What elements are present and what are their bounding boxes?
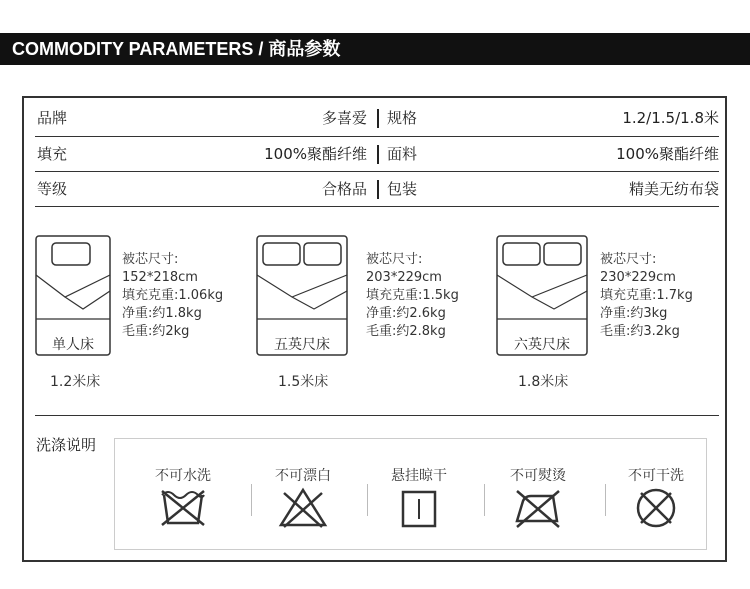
wash-item [369, 439, 469, 551]
spec-line: 填充克重:1.06kg [122, 288, 224, 303]
wash-section-title: 洗涤说明 [36, 436, 97, 454]
bed-size-name: 六英尺床 [514, 337, 570, 353]
wash-label: 不可干洗 [628, 468, 684, 484]
spec-line: 毛重:约2kg [122, 324, 190, 339]
bed-caption: 1.8米床 [518, 374, 569, 390]
param-label: 包装 [387, 180, 418, 198]
parameters-frame [22, 96, 727, 562]
bed-spec [122, 251, 223, 341]
bed-spec [366, 251, 459, 341]
wash-label: 不可熨烫 [510, 468, 566, 484]
spec-line: 被芯尺寸: [366, 252, 423, 267]
param-value: 100%聚酯纤维 [264, 145, 367, 163]
param-row [35, 136, 719, 171]
wash-label: 不可水洗 [155, 468, 211, 484]
spec-line: 净重:约2.6kg [366, 306, 446, 321]
spec-line: 毛重:约3.2kg [600, 324, 680, 339]
param-row [35, 171, 719, 207]
wash-item [606, 439, 706, 551]
spec-line: 230*229cm [600, 270, 676, 285]
row-separator [377, 145, 379, 164]
bed-spec [600, 251, 693, 341]
row-separator [377, 109, 379, 128]
wash-label: 悬挂晾干 [391, 468, 447, 484]
no-wash-icon [158, 487, 208, 529]
spec-line: 填充克重:1.5kg [366, 288, 459, 303]
bed-caption: 1.2米床 [50, 374, 101, 390]
spec-line: 203*229cm [366, 270, 442, 285]
bed-size-name: 五英尺床 [274, 337, 330, 353]
wash-label: 不可漂白 [275, 468, 331, 484]
hang-dry-icon [394, 487, 444, 529]
wash-item [133, 439, 233, 551]
spec-line: 152*218cm [122, 270, 198, 285]
param-label: 品牌 [37, 109, 68, 127]
header-bar [0, 33, 750, 65]
param-value: 合格品 [321, 180, 367, 198]
param-label: 等级 [37, 180, 68, 198]
spec-line: 被芯尺寸: [122, 252, 179, 267]
no-bleach-icon [278, 487, 328, 529]
spec-line: 净重:约1.8kg [122, 306, 202, 321]
param-label: 填充 [37, 145, 68, 163]
wash-item [253, 439, 353, 551]
wash-item [488, 439, 588, 551]
param-value: 1.2/1.5/1.8米 [622, 109, 719, 127]
wash-instructions-box [114, 438, 707, 550]
param-label: 规格 [387, 109, 418, 127]
section-divider [35, 415, 719, 416]
page-title: COMMODITY PARAMETERS / 商品参数 [12, 39, 341, 59]
spec-line: 填充克重:1.7kg [600, 288, 693, 303]
param-value: 100%聚酯纤维 [616, 145, 719, 163]
param-label: 面料 [387, 145, 418, 163]
row-separator [377, 180, 379, 199]
no-iron-icon [513, 487, 563, 529]
param-value: 多喜爱 [321, 109, 367, 127]
param-value: 精美无纺布袋 [628, 180, 719, 198]
no-dry-clean-icon [631, 487, 681, 529]
spec-line: 毛重:约2.8kg [366, 324, 446, 339]
wash-separator [367, 484, 368, 516]
bed-caption: 1.5米床 [278, 374, 329, 390]
param-row [35, 101, 719, 135]
spec-line: 净重:约3kg [600, 306, 668, 321]
spec-line: 被芯尺寸: [600, 252, 657, 267]
wash-separator [251, 484, 252, 516]
bed-size-name: 单人床 [52, 337, 94, 353]
wash-separator [484, 484, 485, 516]
